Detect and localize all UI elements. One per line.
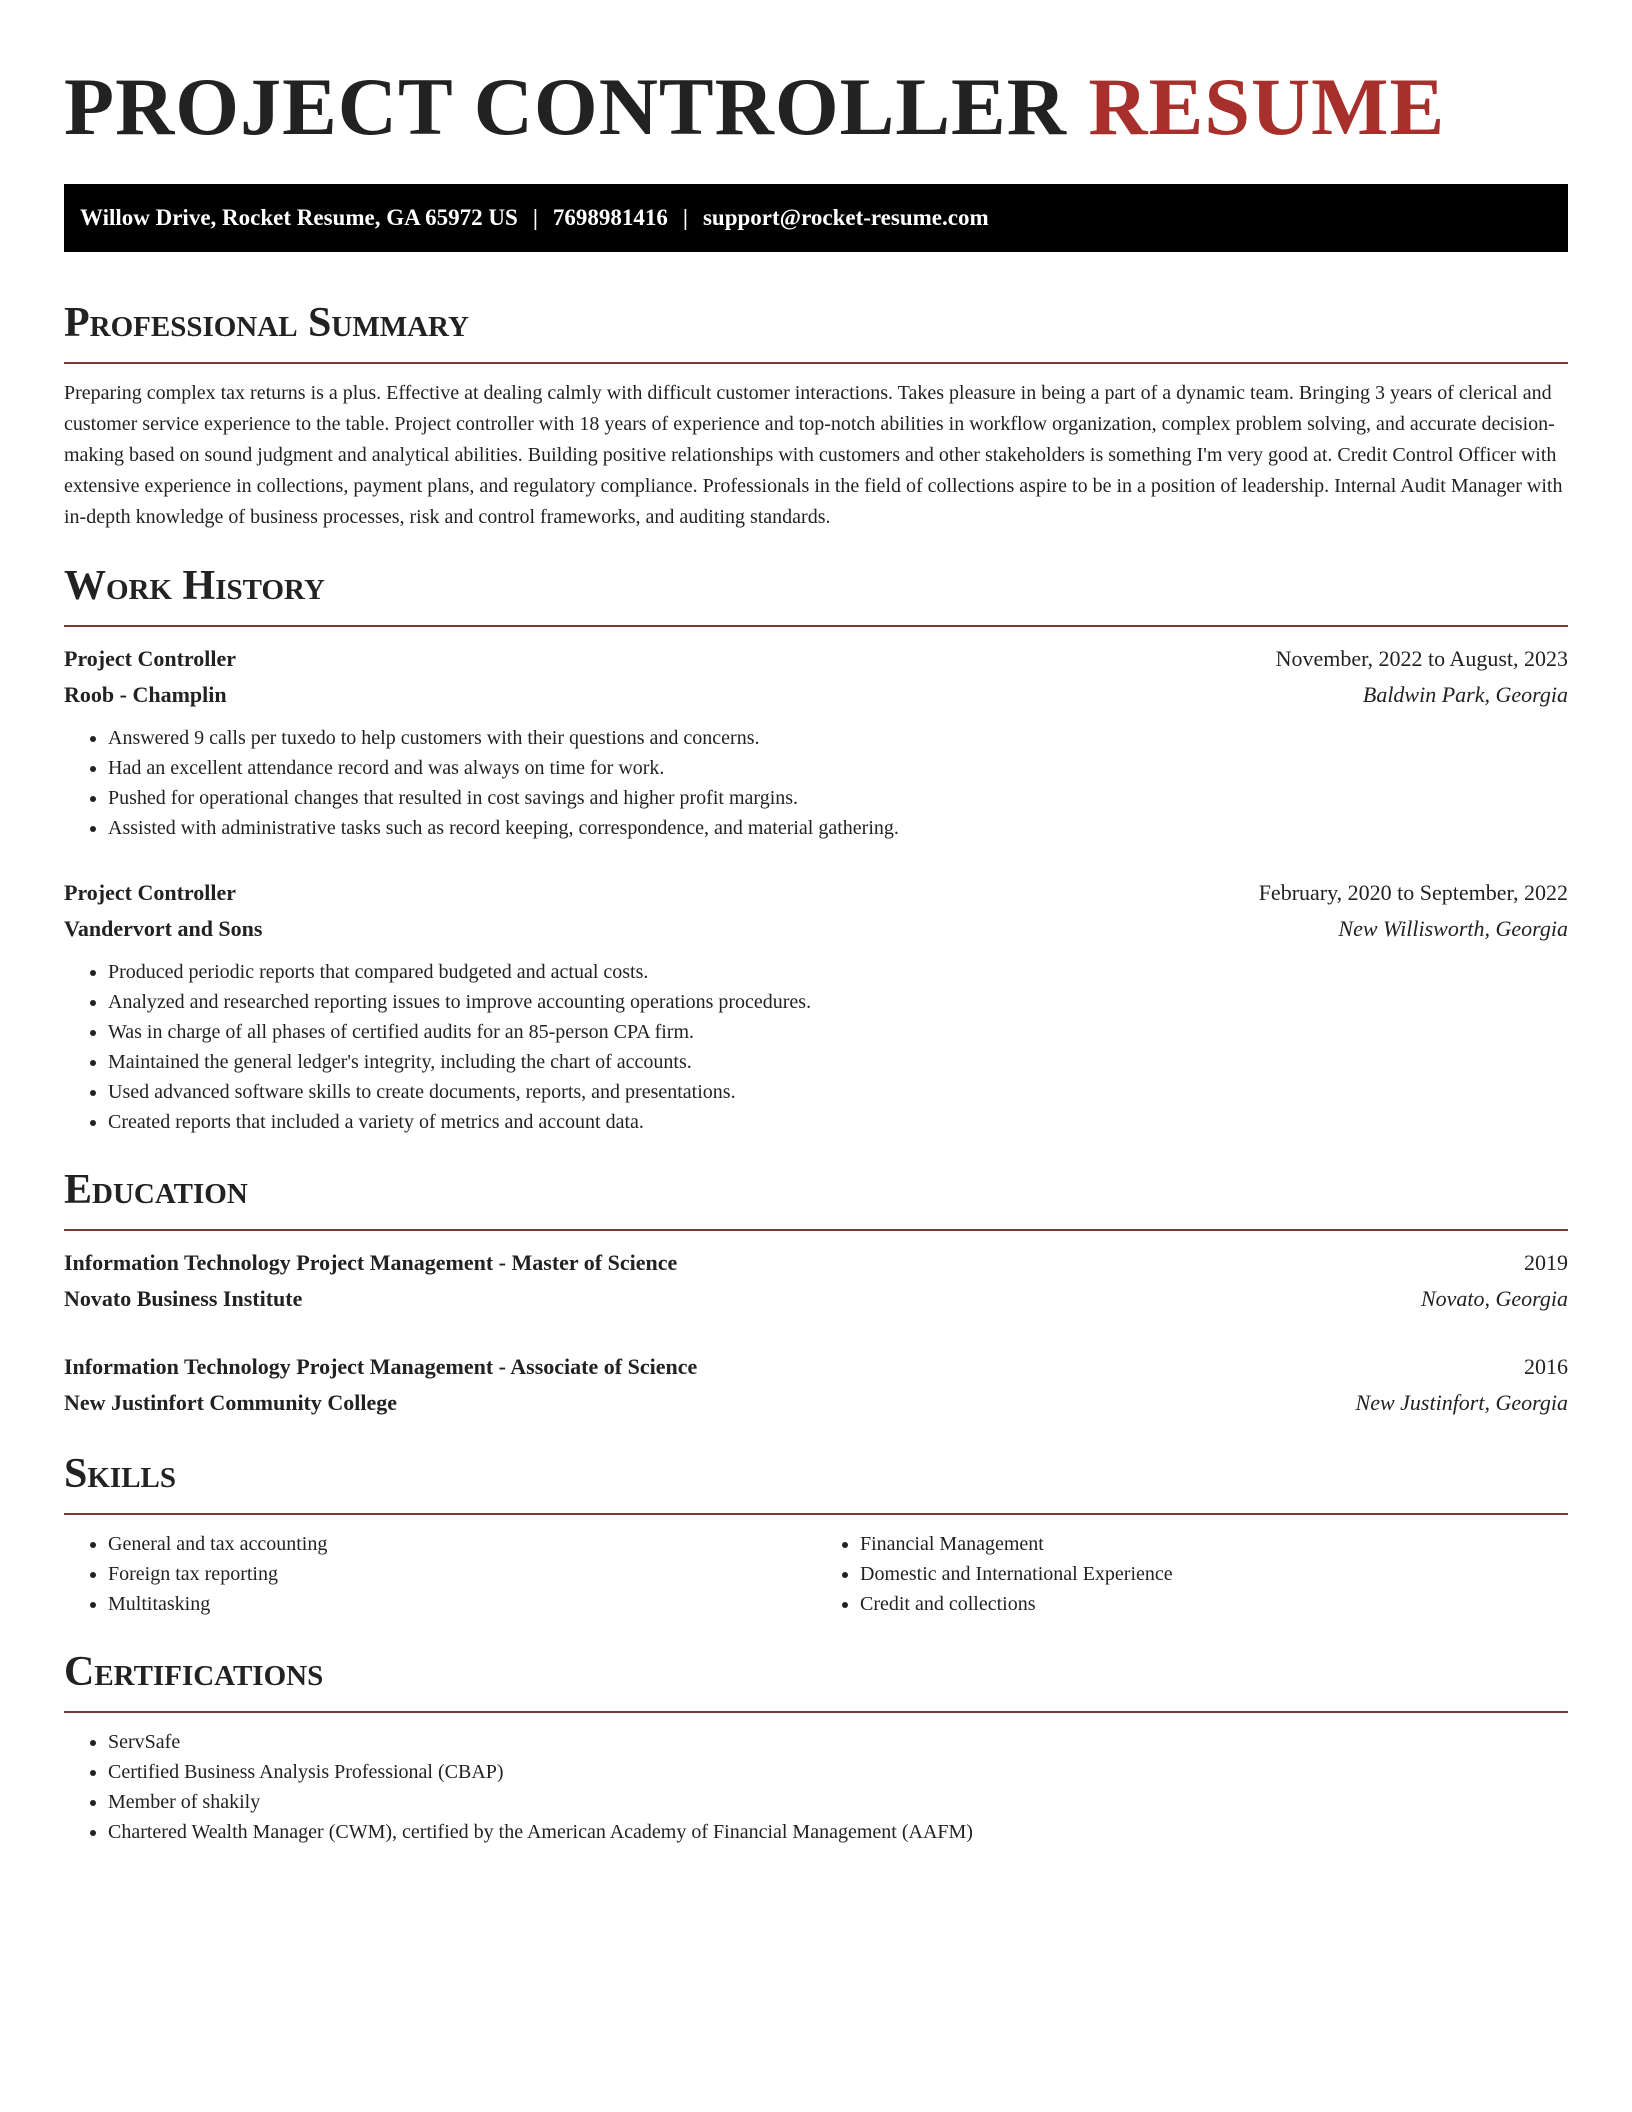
education-school-row <box>64 1385 1568 1421</box>
job-dates: November, 2022 to August, 2023 <box>1275 646 1568 671</box>
job-title: Project Controller <box>64 880 237 905</box>
section-divider <box>64 625 1568 627</box>
resume-title-accent: RESUME <box>1088 61 1446 152</box>
contact-phone: 7698981416 <box>552 205 668 230</box>
list-item: • Chartered Wealth Manager (CWM), certified by the American Academy of Financial Management (AAFM) <box>108 1817 1568 1847</box>
work-history-heading: Work History <box>64 563 325 609</box>
list-item: • Foreign tax reporting <box>108 1559 816 1589</box>
education-year: 2016 <box>1524 1354 1568 1379</box>
section-divider <box>64 362 1568 364</box>
contact-email: support@rocket-resume.com <box>702 205 989 230</box>
education-section <box>64 1169 1568 1421</box>
list-item: • Member of shakily <box>108 1787 1568 1817</box>
resume-title <box>64 61 1568 152</box>
skills-list-right <box>816 1529 1568 1619</box>
education-degree-row <box>64 1245 1568 1281</box>
skills-section <box>64 1453 1568 1619</box>
list-item: • ServSafe <box>108 1727 1568 1757</box>
job-company-row <box>64 677 1568 713</box>
education-school-row <box>64 1281 1568 1317</box>
education-school: New Justinfort Community College <box>64 1390 398 1415</box>
resume-title-main: PROJECT CONTROLLER <box>64 61 1067 152</box>
contact-separator: | <box>682 205 688 230</box>
list-item: • Financial Management <box>860 1529 1568 1559</box>
education-school: Novato Business Institute <box>64 1286 303 1311</box>
contact-address: Willow Drive, Rocket Resume, GA 65972 US <box>80 205 518 230</box>
education-location: New Justinfort, Georgia <box>1355 1390 1568 1415</box>
list-item: • General and tax accounting <box>108 1529 816 1559</box>
certifications-section <box>64 1651 1568 1847</box>
education-year: 2019 <box>1524 1250 1568 1275</box>
list-item: • Pushed for operational changes that resulted in cost savings and higher profit margins. <box>108 783 1568 813</box>
education-entry <box>64 1245 1568 1317</box>
job-company: Roob - Champlin <box>64 682 227 707</box>
list-item: • Assisted with administrative tasks such as record keeping, correspondence, and material gathering. <box>108 813 1568 843</box>
section-divider <box>64 1229 1568 1231</box>
summary-heading: Professional Summary <box>64 300 469 346</box>
list-item: • Multitasking <box>108 1589 816 1619</box>
section-divider <box>64 1513 1568 1515</box>
skills-heading: Skills <box>64 1451 177 1497</box>
certifications-heading: Certifications <box>64 1649 324 1695</box>
job-header-row <box>64 875 1568 911</box>
job-company-row <box>64 911 1568 947</box>
work-history-section <box>64 565 1568 1137</box>
list-item: • Was in charge of all phases of certified audits for an 85-person CPA firm. <box>108 1017 1568 1047</box>
job-company: Vandervort and Sons <box>64 916 263 941</box>
contact-separator: | <box>532 205 538 230</box>
education-degree-row <box>64 1349 1568 1385</box>
summary-section <box>64 302 1568 533</box>
job-duties-list <box>64 723 1568 843</box>
list-item: • Had an excellent attendance record and was always on time for work. <box>108 753 1568 783</box>
job-title: Project Controller <box>64 646 237 671</box>
job-dates: February, 2020 to September, 2022 <box>1258 880 1568 905</box>
job-duties-list <box>64 957 1568 1137</box>
education-heading: Education <box>64 1167 248 1213</box>
education-degree: Information Technology Project Management - Associate of Science <box>64 1354 698 1379</box>
list-item: • Certified Business Analysis Professional (CBAP) <box>108 1757 1568 1787</box>
contact-bar <box>64 184 1568 252</box>
list-item: • Analyzed and researched reporting issues to improve accounting operations procedures. <box>108 987 1568 1017</box>
job-entry <box>64 641 1568 843</box>
list-item: • Used advanced software skills to create documents, reports, and presentations. <box>108 1077 1568 1107</box>
skills-list-left <box>64 1529 816 1619</box>
job-entry <box>64 875 1568 1137</box>
education-location: Novato, Georgia <box>1420 1286 1568 1311</box>
section-divider <box>64 1711 1568 1713</box>
list-item: • Answered 9 calls per tuxedo to help customers with their questions and concerns. <box>108 723 1568 753</box>
list-item: • Domestic and International Experience <box>860 1559 1568 1589</box>
job-header-row <box>64 641 1568 677</box>
skills-grid <box>64 1529 1568 1619</box>
summary-text: Preparing complex tax returns is a plus. Effective at dealing calmly with difficult customer interactions. Takes pleasure in being a part of a dynamic team. Bringing 3 years of clerical and customer service experience to the table. Project controller with 18 years of experience and top-notch abilities in workflow organization, complex problem solving, and accurate decision-making based on sound judgment and analytical abilities. Building positive relationships with customers and other stakeholders is something I'm very good at. Credit Control Officer with extensive experience in collections, payment plans, and regulatory compliance. Professionals in the field of collections aspire to be in a position of leadership. Internal Audit Manager with in-depth knowledge of business processes, risk and control frameworks, and auditing standards. <box>64 382 1563 528</box>
list-item: • Maintained the general ledger's integrity, including the chart of accounts. <box>108 1047 1568 1077</box>
list-item: • Created reports that included a variety of metrics and account data. <box>108 1107 1568 1137</box>
certifications-list <box>64 1727 1568 1847</box>
job-location: New Willisworth, Georgia <box>1338 916 1568 941</box>
education-degree: Information Technology Project Management - Master of Science <box>64 1250 678 1275</box>
job-location: Baldwin Park, Georgia <box>1362 682 1568 707</box>
list-item: • Produced periodic reports that compared budgeted and actual costs. <box>108 957 1568 987</box>
education-entry <box>64 1349 1568 1421</box>
list-item: • Credit and collections <box>860 1589 1568 1619</box>
